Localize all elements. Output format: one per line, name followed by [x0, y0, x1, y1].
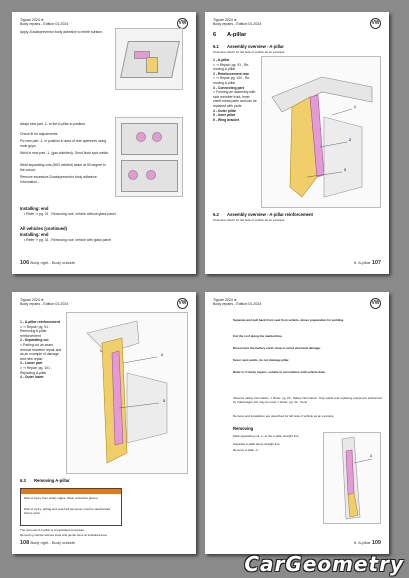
page-footer: [354, 260, 381, 266]
legend-item: 1 - A-pillar: [213, 58, 230, 62]
note-text: The removal of A-pillar is complicated procedure.: [20, 528, 86, 532]
warning-bar: [21, 489, 121, 494]
legend-subitem: □ ⇒ Repair pg. 100 , Re-moving A-pillar: [213, 76, 251, 85]
step-text: Adapt new part -1- to the A-pillar to position.: [20, 122, 86, 126]
step-text: Mark separating cut -1- at the A-pillar straight line.: [233, 434, 300, 438]
page-header: [20, 18, 68, 27]
header-model: Tiguan 2024 ➤: [213, 298, 237, 302]
page-number: 108: [20, 540, 30, 546]
step-text: Remove excessive Zusatzpreventor body adhesive. Information...: [20, 175, 98, 184]
page-footer: [20, 540, 75, 546]
logo-text: CarGeometry: [244, 552, 404, 576]
subsection-note: Overview shown for left side of vehicle as an example: [213, 50, 285, 54]
subsection-note: Overview shown for left side of vehicle as an example: [213, 218, 285, 222]
header-model: Tiguan 2024 ➤: [213, 18, 237, 22]
figure-weld-photo: [115, 117, 183, 197]
subsection-number: 6.2: [213, 212, 219, 217]
figure-a-pillar-exploded: [261, 56, 381, 208]
legend-subitem: □ ⇒ Repair: pg. 101 , Replacing A-pillar: [20, 365, 52, 375]
subsection-number: 6.1: [213, 44, 219, 49]
manual-page-left-top: [12, 12, 196, 274]
step-text: Fix new part -1- in position in area of rear apertures using mole grips.: [20, 139, 107, 148]
reference-link[interactable]: • Refer ⇒ pg. 31 , Removing roof, vehicle without glass panel: [24, 212, 116, 216]
header-model: Tiguan 2024 ➤: [20, 18, 44, 22]
legend-list: [213, 58, 257, 122]
callout-1: 1: [100, 349, 102, 353]
step-text: Weld in new part -1- (gas-shielded). Grind flush spot welds.: [20, 151, 109, 155]
legend-item: 3 - Lower part: [20, 361, 43, 366]
subsection-number: 6.3: [20, 478, 26, 483]
footer-text: Body right - Body outside: [30, 540, 76, 545]
header-edition: Body repairs - Edition 01.2024: [213, 22, 262, 27]
chapter-title: A-pillar: [227, 32, 247, 38]
legend-subitem: □ Forming an assembly with side member front, inner sheet metal parts and can be replaced with parts: [213, 90, 257, 108]
vw-logo-icon: VW: [370, 18, 381, 29]
legend-subitem: □ ⇒ Repair: pg. 91 , Removing A-pillar reinforcement: [20, 324, 50, 338]
vw-logo-icon: VW: [370, 298, 381, 309]
legend-subitem: □ Parting cut as seam, remove between repair and as an example of damage and new repair.: [20, 342, 62, 361]
subsection-title: Removing A-pillar: [34, 478, 70, 483]
footer-text: 6. A-pillar: [354, 540, 371, 545]
removal-diagram-icon: [324, 433, 380, 523]
callout-1: 1: [354, 105, 356, 109]
warning-box: [20, 488, 122, 526]
legend-item: 5 - Inner pillar: [213, 113, 236, 118]
page-header: [213, 298, 261, 307]
section-heading: Installing: end: [20, 206, 49, 211]
legend-item: 1 - A-pillar reinforcement: [20, 320, 61, 324]
chapter-number: 6: [213, 32, 217, 38]
vw-logo-icon: VW: [177, 298, 188, 309]
legend-item: 4 - Outer lower: [20, 375, 44, 380]
warning-text: Risk of injury from sharp edges. Wear protective gloves.: [24, 496, 99, 500]
subsection-title: Assembly overview - A-pillar: [227, 44, 284, 49]
figure-pillar-photo: [115, 28, 183, 90]
legend-item: 3 - Connecting part: [213, 85, 244, 90]
step-text: Separate A-pillar along straight line.: [233, 442, 281, 446]
header-edition: Body repairs - Edition 01.2024: [20, 302, 69, 307]
paragraph-text: Remove and installation are described for left side of vehicle as an example.: [233, 414, 335, 418]
callout-3: 3: [163, 399, 165, 403]
note-text: Separate and pull back front seat from vehicle, above preparation for welding.: [233, 318, 345, 322]
note-text: Disconnect the battery earth strap to avoid electrical damage.: [233, 346, 321, 350]
step-text: Apply Zusatzpreventor body adhesive to entire surface.: [20, 30, 103, 34]
legend-item: 6 - Wing bracket: [213, 117, 240, 122]
legend-item: 2 - Separating cut: [20, 338, 49, 343]
legend-item: 4 - Outer pillar: [213, 108, 236, 113]
page-number: 107: [371, 260, 381, 266]
step-text: Weld separating cuts (MIG welded) seam at 90 degree to the cutout.: [20, 163, 106, 172]
header-model: Tiguan 2024 ➤: [20, 298, 44, 302]
figure-a-pillar-reinforcement: [66, 312, 188, 474]
section-heading: Installing: end: [20, 232, 49, 237]
step-text: Remove A-pillar -1-.: [233, 448, 260, 452]
section-heading: All vehicles (continued): [20, 226, 68, 231]
paragraph-text: Observe safety information ⇒ Refer: pg. 22 , Safety information. Only welds and replacing equipment authorised by Volkswagen AG may be used ⇒ Refer: pg. 32 , Tools.: [233, 396, 382, 404]
warning-text: Risk of injury: airbag and seat belt tensioner must be deactivated before work.: [24, 507, 111, 515]
note-text: Removing vehicle without tools and gentle force at indicated area.: [20, 533, 108, 537]
reinforcement-diagram-icon: [67, 313, 187, 473]
manual-page-right-top: [205, 12, 389, 274]
page-number: 106: [20, 260, 30, 266]
step-text: Check fit for adjustments.: [20, 132, 59, 136]
footer-text: Body right - Body outside: [30, 260, 76, 265]
procedure-heading: Removing: [233, 426, 254, 431]
a-pillar-diagram-icon: [262, 57, 380, 207]
legend-subitem: □ ⇒ Repair: pg. 91 , Re-moving A-pillar: [213, 62, 250, 72]
callout-2: 2: [161, 353, 163, 357]
manual-page-left-bottom: [12, 292, 196, 554]
figure-removing-a-pillar: [323, 432, 381, 524]
legend-list: [20, 320, 62, 380]
page-footer: [354, 540, 381, 546]
reference-link[interactable]: • Refer ⇒ pg. 31 , Removing roof, vehicle with glass panel: [24, 238, 111, 242]
vw-logo-icon: VW: [177, 18, 188, 29]
cargeometry-watermark-logo: [182, 552, 404, 578]
note-text: Sever spot welds, do not damage pillar.: [233, 358, 290, 362]
page-header: [20, 298, 68, 307]
manual-page-right-bottom: [205, 292, 389, 554]
subsection-title: Assembly overview - A-pillar reinforcement: [227, 212, 313, 217]
note-text: Refer to ⇒ Body repairs, vehicle in accordance with vehicle data.: [233, 370, 326, 374]
header-edition: Body repairs - Edition 01.2024: [213, 302, 262, 307]
note-text: Cut the roof along the marked line.: [233, 334, 283, 338]
header-edition: Body repairs - Edition 01.2024: [20, 22, 69, 27]
callout-2: 2: [349, 138, 351, 142]
callout-3: 3: [344, 168, 346, 172]
page-footer: [20, 260, 75, 266]
legend-item: 2 - Reinforcement rear: [213, 71, 249, 76]
page-header: [213, 18, 261, 27]
callout-1: 1: [370, 454, 372, 458]
footer-text: 6. A-pillar: [354, 260, 371, 265]
page-number: 109: [371, 540, 381, 546]
